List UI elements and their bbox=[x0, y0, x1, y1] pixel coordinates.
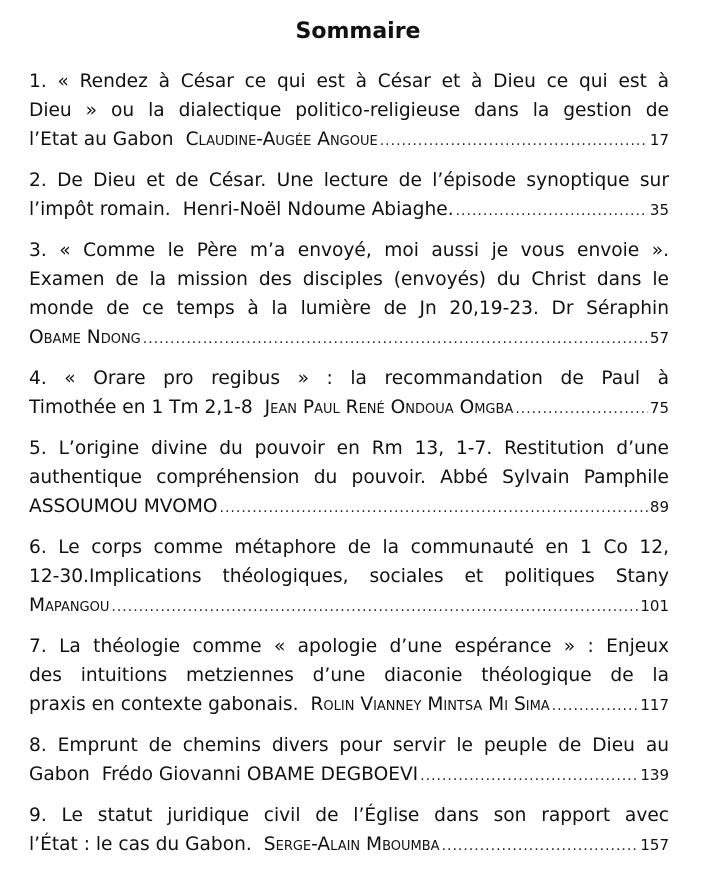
page-number: 75 bbox=[649, 399, 669, 417]
page-number: 17 bbox=[649, 131, 669, 149]
entry-line: 9. Le statut juridique civil de l’Église dans son rapport avec bbox=[29, 805, 669, 826]
dot-leader bbox=[143, 325, 648, 354]
dot-leader bbox=[380, 127, 648, 156]
entry-author: Obame Ndong bbox=[29, 327, 141, 348]
entry-author: Jean Paul René Ondoua Omgba bbox=[264, 397, 514, 418]
entry-line: 8. Emprunt de chemins divers pour servir le peuple de Dieu au bbox=[29, 735, 669, 756]
entry-title-end: l’Etat au Gabon bbox=[29, 129, 174, 150]
entry-title-end: Gabon bbox=[29, 764, 90, 785]
page-number: 117 bbox=[640, 696, 669, 714]
entry-title-end: l’État : le cas du Gabon. bbox=[29, 834, 252, 855]
dot-leader bbox=[515, 395, 648, 424]
entry-line: 3. « Comme le Père m’a envoyé, moi aussi je vous envoie ». bbox=[29, 240, 669, 261]
toc-entry-5 bbox=[29, 434, 669, 523]
entry-line: des intuitions metziennes d’une diaconie théologique de la bbox=[29, 665, 669, 686]
toc-entry-2 bbox=[29, 166, 669, 226]
toc-entry-8 bbox=[29, 731, 669, 791]
entry-line: Examen de la mission des disciples (envoyés) du Christ dans le bbox=[29, 269, 669, 290]
toc-entry-6 bbox=[29, 533, 669, 622]
entry-line: 6. Le corps comme métaphore de la communauté en 1 Co 12, bbox=[29, 537, 669, 558]
entry-line: 12-30.Implications théologiques, sociales et politiques Stany bbox=[29, 566, 669, 587]
entry-author: Claudine-Augée Angoue bbox=[185, 129, 378, 150]
dot-leader bbox=[552, 692, 639, 721]
toc-entry-3 bbox=[29, 236, 669, 354]
entry-line: Dieu » ou la dialectique politico-religieuse dans la gestion de bbox=[29, 100, 669, 121]
dot-leader bbox=[420, 762, 638, 791]
entry-title-end: Timothée en 1 Tm 2,1-8 bbox=[29, 397, 253, 418]
entry-author: ASSOUMOU MVOMO bbox=[29, 496, 218, 517]
toc-entry-7 bbox=[29, 632, 669, 721]
entry-line: 5. L’origine divine du pouvoir en Rm 13, 1-7. Restitution d’une bbox=[29, 438, 669, 459]
page-number: 157 bbox=[640, 836, 669, 854]
entry-title-end: praxis en contexte gabonais. bbox=[29, 694, 299, 715]
entry-line: 4. « Orare pro regibus » : la recommandation de Paul à bbox=[29, 368, 669, 389]
page-number: 57 bbox=[649, 329, 669, 347]
page-number: 89 bbox=[649, 498, 669, 516]
page-number: 35 bbox=[649, 201, 669, 219]
entry-author: Rolin Vianney Mintsa Mi Sima bbox=[310, 694, 550, 715]
toc-entry-4 bbox=[29, 364, 669, 424]
table-of-contents bbox=[29, 67, 669, 871]
page-title: Sommaire bbox=[295, 19, 421, 44]
entry-line: 1. « Rendez à César ce qui est à César et à Dieu ce qui est à bbox=[29, 71, 669, 92]
entry-line: 2. De Dieu et de César. Une lecture de l’épisode synoptique sur bbox=[29, 170, 669, 191]
entry-author: Henri-Noël Ndoume Abiaghe. bbox=[182, 199, 454, 220]
entry-author: Mapangou bbox=[29, 595, 110, 616]
dot-leader bbox=[442, 832, 639, 861]
toc-entry-1 bbox=[29, 67, 669, 156]
dot-leader bbox=[111, 593, 638, 622]
entry-line: monde de ce temps à la lumière de Jn 20,19-23. Dr Séraphin bbox=[29, 298, 669, 319]
entry-line: authentique compréhension du pouvoir. Abbé Sylvain Pamphile bbox=[29, 467, 669, 488]
entry-title-end: l’impôt romain. bbox=[29, 199, 171, 220]
entry-author: Serge-Alain Mboumba bbox=[263, 834, 440, 855]
dot-leader bbox=[456, 197, 648, 226]
dot-leader bbox=[220, 494, 648, 523]
page-number: 139 bbox=[640, 766, 669, 784]
page-number: 101 bbox=[640, 597, 669, 615]
toc-entry-9 bbox=[29, 801, 669, 861]
entry-line: 7. La théologie comme « apologie d’une espérance » : Enjeux bbox=[29, 636, 669, 657]
entry-author: Frédo Giovanni OBAME DEGBOEVI bbox=[101, 764, 419, 785]
